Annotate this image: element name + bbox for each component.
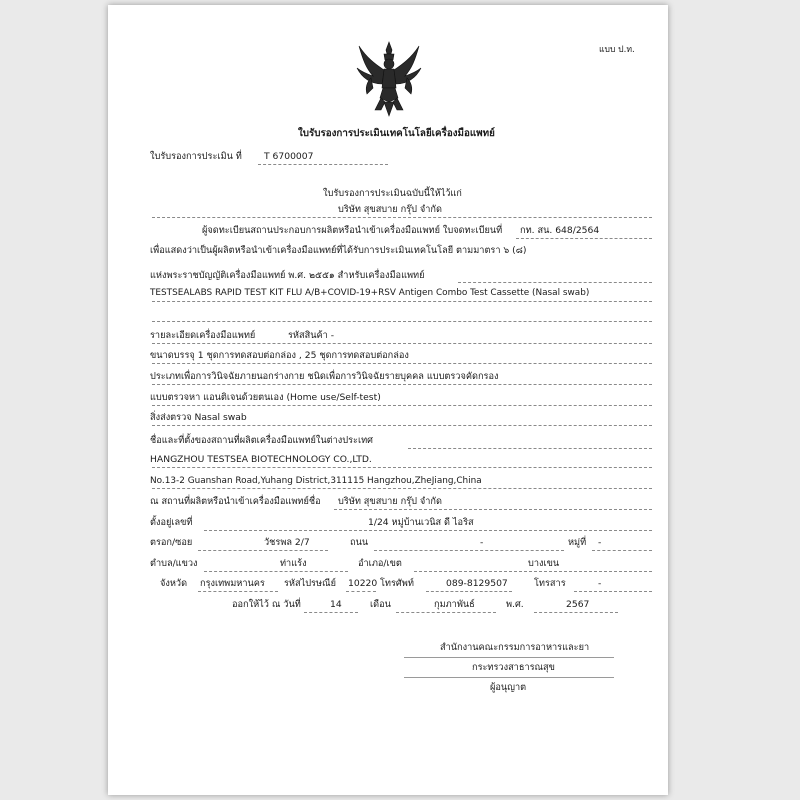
issue-year-label: พ.ศ.	[506, 599, 524, 610]
issue-label: ออกให้ไว้ ณ วันที่	[232, 599, 301, 610]
license-number: กท. สน. 648/2564	[520, 225, 600, 236]
issue-month: กุมภาพันธ์	[434, 599, 475, 610]
form-code: แบบ ป.ท.	[599, 45, 635, 55]
manufacturer-address: No.13-2 Guanshan Road,Yuhang District,311115 Hangzhou,ZheJiang,China	[150, 476, 482, 486]
product-name: TESTSEALABS RAPID TEST KIT FLU A/B+COVID-19+RSV Antigen Combo Test Cassette (Nasal swab)	[150, 288, 590, 298]
specimen: สิ่งส่งตรวจ Nasal swab	[150, 412, 247, 423]
province-value: กรุงเทพมหานคร	[200, 578, 265, 589]
garuda-emblem-icon	[353, 38, 425, 120]
district-label: อำเภอ/เขต	[358, 558, 402, 569]
postal-label: รหัสไปรษณีย์	[284, 578, 336, 589]
district-value: บางเขน	[528, 558, 560, 569]
importer-label: ณ สถานที่ผลิตหรือนำเข้าเครื่องมือแพทย์ชื่อ	[150, 496, 321, 507]
postal-value: 10220	[348, 578, 378, 589]
signature-role: ผู้อนุญาต	[490, 682, 527, 693]
road-value: -	[480, 537, 484, 548]
subdistrict-label: ตำบล/แขวง	[150, 558, 198, 569]
issue-year: 2567	[566, 599, 590, 610]
manufacturer-name: HANGZHOU TESTSEA BIOTECHNOLOGY CO.,LTD.	[150, 454, 372, 465]
signature-ministry: กระทรวงสาธารณสุข	[472, 662, 555, 673]
company-name: บริษัท สุขสบาย กรุ๊ป จำกัด	[338, 204, 442, 215]
importer-name: บริษัท สุขสบาย กรุ๊ป จำกัด	[338, 496, 442, 507]
manufacturer-label: ชื่อและที่ตั้งของสถานที่ผลิตเครื่องมือแพทย์ในต่างประเทศ	[150, 435, 374, 446]
fax-label: โทรสาร	[534, 578, 566, 589]
certificate-page	[108, 5, 668, 795]
device-type: ประเภทเพื่อการวินิจฉัยภายนอกร่างกาย ชนิดเพื่อการวินิจฉัยรายบุคคล แบบตรวจคัดกรอง	[150, 371, 499, 382]
issued-to-label: ใบรับรองการประเมินฉบับนี้ให้ไว้แก่	[323, 188, 462, 199]
purpose-text: เพื่อแสดงว่าเป็นผู้ผลิตหรือนำเข้าเครื่องมือแพทย์ที่ได้รับการประเมินเทคโนโลยี ตามมาตรา ๖ (๘)	[150, 245, 527, 256]
house-label: ตั้งอยู่เลขที่	[150, 517, 193, 528]
road-label: ถนน	[350, 537, 369, 548]
phone-label: โทรศัพท์	[380, 578, 414, 589]
detail-label: รายละเอียดเครื่องมือแพทย์	[150, 330, 256, 341]
cert-number: T 6700007	[264, 151, 314, 162]
signature-office: สำนักงานคณะกรรมการอาหารและยา	[440, 642, 590, 653]
moo-label: หมู่ที่	[568, 537, 587, 548]
subdistrict-value: ท่าแร้ง	[280, 558, 307, 569]
act-text: แห่งพระราชบัญญัติเครื่องมือแพทย์ พ.ศ. ๒๕๕๑ สำหรับเครื่องมือแพทย์	[150, 270, 425, 281]
fax-value: -	[598, 578, 602, 589]
province-label: จังหวัด	[160, 578, 188, 589]
soi-value: วัชรพล 2/7	[264, 537, 310, 548]
cert-number-label: ใบรับรองการประเมิน ที่	[150, 151, 242, 162]
soi-label: ตรอก/ซอย	[150, 537, 193, 548]
moo-value: -	[598, 537, 602, 548]
product-code: รหัสสินค้า -	[288, 330, 335, 341]
license-text: ผู้จดทะเบียนสถานประกอบการผลิตหรือนำเข้าเครื่องมือแพทย์ ใบจดทะเบียนที่	[202, 225, 503, 236]
phone-value: 089-8129507	[446, 578, 508, 589]
issue-month-label: เดือน	[370, 599, 391, 610]
house-value: 1/24 หมู่บ้านเวนิส ดี ไอริส	[368, 517, 474, 528]
page-title: ใบรับรองการประเมินเทคโนโลยีเครื่องมือแพทย์	[298, 128, 495, 139]
package-size: ขนาดบรรจุ 1 ชุดการทดสอบต่อกล่อง , 25 ชุดการทดสอบต่อกล่อง	[150, 350, 409, 361]
test-type: แบบตรวจหา แอนติเจนด้วยตนเอง (Home use/Self-test)	[150, 392, 381, 403]
issue-day: 14	[330, 599, 342, 610]
